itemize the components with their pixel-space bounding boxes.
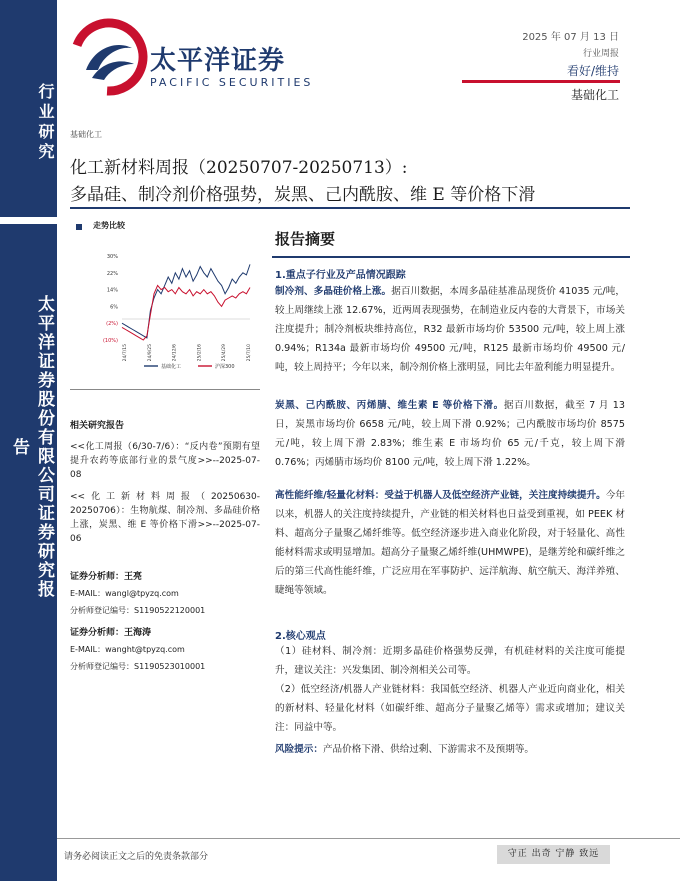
trend-chart-svg [70, 248, 260, 378]
company-motto: 守正 出奇 宁静 致远 [497, 845, 610, 864]
paragraph-body: 据百川数据，截至 7 月 13 日，炭黑市场均价 6658 元/吨，较上周下滑 0.92%；己内酰胺市场均价 8575 元/吨，较上周下滑 2.83%；维生素 E 市场均价 65 元/千克，较上周下滑 0.76%；丙烯腈市场均价 8100 元/吨，较上周下滑 1.22%。 [275, 400, 625, 468]
y-tick-label: 14% [106, 287, 118, 294]
footer-divider [57, 838, 680, 839]
report-title-line1: 化工新材料周报（20250707-20250713）: [70, 158, 408, 178]
x-tick-label: 25/2/16 [197, 344, 203, 362]
paragraph-fibers [275, 486, 625, 600]
risk-lead: 风险提示： [275, 744, 323, 755]
x-tick-label: 24/9/25 [147, 344, 153, 362]
x-tick-label: 24/12/6 [172, 344, 178, 362]
paragraph-price-down [275, 396, 625, 472]
trend-chart [70, 248, 260, 378]
series-line [122, 285, 250, 340]
chart-divider [70, 389, 260, 390]
legend-label: 基础化工 [161, 364, 182, 370]
related-report-link[interactable]: <<化工新材料周报（20250630-20250706）：生物航煤、制冷剂、多晶硅价格上涨，炭黑、维 E 等价格下滑>>--2025-07-06 [70, 492, 260, 544]
sidebar-company-label: 太平洋证券股份有限公司证券研究报告 [9, 295, 54, 599]
trend-title: 走势比较 [93, 221, 125, 230]
section2-heading: 2.核心观点 [275, 631, 326, 642]
sidebar-report-category: 行业研究 [36, 83, 55, 163]
disclaimer-note: 请务必阅读正文之后的免责条款部分 [64, 852, 209, 862]
paragraph-lead: 炭黑、己内酰胺、丙烯腈、维生素 E 等价格下滑。 [275, 400, 504, 411]
report-date: 2025 年 07 月 13 日 [522, 32, 619, 43]
y-tick-label: 30% [106, 254, 118, 260]
core-view-2: （2）低空经济/机器人产业链材料：我国低空经济、机器人产业近向商业化，相关的新材料、轻量化材料（如碳纤维、超高分子量聚乙烯等）需求或增加；建议关注：同益中等。 [275, 684, 625, 733]
x-tick-label: 25/4/29 [222, 344, 228, 362]
paragraph-body: 据百川数据，本周多晶硅基准品现货价 41035 元/吨，较上周继续上涨 12.67%，近两周表现强势，在制造业反内卷的大背景下，市场关注度提升；制冷剂板块维持高位，R32 最新市场均价 53500 元/吨，较上周上涨 0.94%；R134a 最新市场均价 49500 元/吨，R125 最新市场均价 49500 元/吨，较上周持平；今年以来，制冷剂价格上涨明显，同比去年盈利能力明显提升。 [275, 286, 625, 373]
rating-label: 看好/维持 [566, 64, 619, 78]
series-line [122, 264, 250, 338]
legend-label: 沪深300 [215, 364, 235, 370]
analyst-email[interactable]: E-MAIL：wanght@tpyzq.com [70, 645, 185, 654]
brand-name-cn: 太平洋证券 [150, 46, 286, 76]
section1-heading: 1.重点子行业及产品情况跟踪 [275, 270, 406, 281]
core-view-1: （1）硅材料、制冷剂：近期多晶硅价格强势反弹，有机硅材料的关注度可能提升，建议关注：兴发集团、制冷剂相关公司等。 [275, 646, 625, 676]
y-tick-label: 22% [106, 270, 118, 277]
analyst-license: 分析师登记编号：S1190522120001 [70, 606, 206, 615]
summary-title: 报告摘要 [275, 230, 336, 248]
paragraph-lead: 制冷剂、多晶硅价格上涨。 [275, 286, 392, 297]
analyst-name: 证券分析师：王海涛 [70, 628, 152, 638]
title-divider [70, 207, 630, 209]
related-reports-title: 相关研究报告 [70, 421, 125, 431]
y-tick-label: 6% [110, 304, 118, 311]
breadcrumb: 基础化工 [70, 130, 102, 139]
analyst-email[interactable]: E-MAIL：wangl@tpyzq.com [70, 589, 179, 598]
y-tick-label: (2%) [106, 321, 118, 328]
rating-divider [462, 80, 620, 83]
x-tick-label: 24/7/15 [123, 344, 128, 362]
analyst-license: 分析师登记编号：S1190523010001 [70, 662, 206, 671]
y-tick-label: (10%) [102, 338, 118, 344]
risk-warning [275, 740, 625, 759]
paragraph-body: 今年以来，机器人的关注度持续提升，产业链的相关材料也日益受到重视，如 PEEK 材料、超高分子量聚乙烯纤维等。低空经济逐步进入商业化阶段，对于轻量化、高性能材料需求或明显增加。超高分子量聚乙烯纤维(UHMWPE)，是继芳纶和碳纤维之后的第三代高性能纤维，广泛应用在军事防护、远洋航海、航空航天、海洋养殖、睫绳等领域。 [275, 490, 625, 596]
related-report-link[interactable]: <<化工周报（6/30-7/6）：“反内卷”预期有望提升农药等底部行业的景气度>>--2025-07-08 [70, 442, 260, 480]
paragraph-price-up [275, 282, 625, 377]
paragraph-lead: 高性能纤维/轻量化材料：受益于机器人及低空经济产业链，关注度持续提升。 [275, 490, 606, 501]
report-type: 行业周报 [582, 49, 619, 59]
trend-bullet-icon [76, 224, 82, 230]
analyst-name: 证券分析师：王亮 [70, 572, 143, 582]
x-tick-label: 25/7/10 [247, 344, 252, 362]
summary-divider [272, 256, 630, 258]
industry-label: 基础化工 [570, 88, 619, 102]
report-title-line2: 多晶硅、制冷剂价格强势，炭黑、己内酰胺、维 E 等价格下滑 [70, 185, 536, 205]
risk-body: 产品价格下滑、供给过剩、下游需求不及预期等。 [322, 744, 535, 755]
pacific-swirl-icon [70, 18, 148, 96]
brand-name-en: PACIFIC SECURITIES [150, 76, 314, 89]
